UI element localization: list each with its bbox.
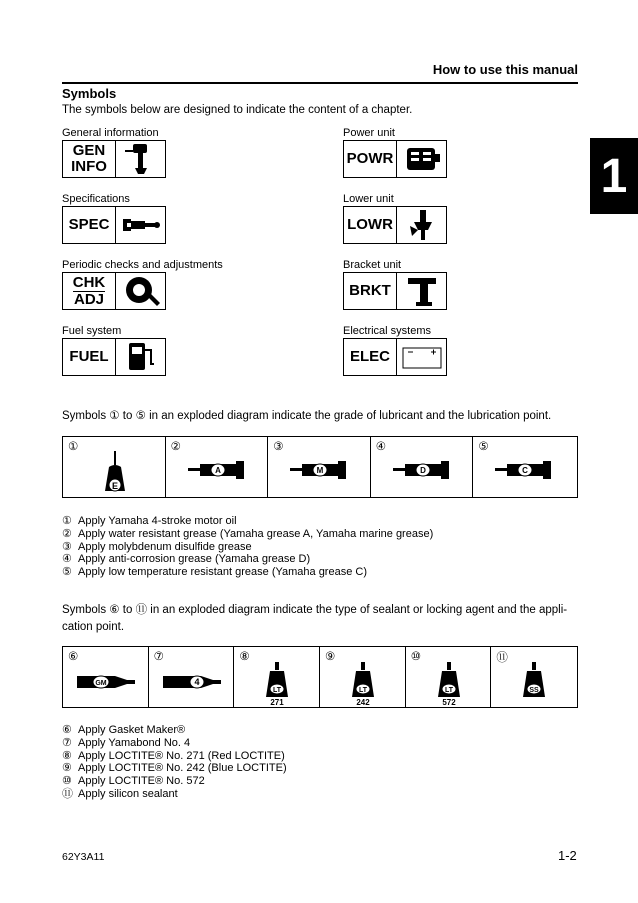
symbol-label: General information bbox=[62, 127, 159, 139]
sealant-intro-line: cation point. bbox=[62, 621, 125, 633]
bracket-icon bbox=[397, 273, 446, 309]
sealant-sub: 242 bbox=[356, 698, 370, 707]
grease-gun-icon bbox=[188, 459, 250, 481]
sealant-cell bbox=[63, 647, 149, 707]
symbol-label: Periodic checks and adjustments bbox=[62, 259, 223, 271]
sealant-mark: LT bbox=[273, 687, 282, 694]
list-number: ⑥ bbox=[62, 724, 72, 736]
lubricant-cell bbox=[473, 437, 577, 497]
cell-number: ⑥ bbox=[68, 651, 79, 663]
list-number: ⑩ bbox=[62, 775, 72, 788]
list-number: ② bbox=[62, 527, 72, 540]
sealant-mark: 4 bbox=[194, 677, 200, 687]
list-item bbox=[62, 724, 287, 737]
cell-number: ⑪ bbox=[496, 652, 508, 664]
symbol-abbr: FUEL bbox=[69, 348, 109, 365]
loctite-bottle-icon bbox=[260, 661, 294, 707]
list-text: Apply silicon sealant bbox=[78, 787, 178, 800]
lubricant-mark: E bbox=[111, 481, 119, 491]
symbol-box-spec bbox=[62, 206, 166, 244]
list-number: ① bbox=[62, 515, 72, 527]
oil-can-icon bbox=[101, 449, 131, 497]
symbol-box-fuel bbox=[62, 338, 166, 376]
cell-number: ① bbox=[68, 441, 79, 453]
list-text: Apply water resistant grease (Yamaha grease A, Yamaha marine grease) bbox=[78, 527, 434, 540]
grease-gun-icon bbox=[393, 459, 455, 481]
symbol-abbr: GEN bbox=[72, 142, 106, 159]
symbol-label: Bracket unit bbox=[343, 259, 402, 271]
list-text: Apply Gasket Maker® bbox=[78, 724, 186, 736]
list-text: Apply Yamaha 4-stroke motor oil bbox=[78, 515, 237, 527]
list-number: ⑦ bbox=[62, 736, 72, 749]
loctite-bottle-icon bbox=[346, 661, 380, 707]
lubricant-mark: M bbox=[316, 466, 324, 475]
list-item bbox=[62, 750, 287, 763]
page-header-title: How to use this manual bbox=[432, 62, 578, 77]
grease-gun-icon bbox=[495, 459, 557, 481]
sealant-intro-line: Symbols ⑥ to ⑪ in an exploded diagram indicate the type of sealant or locking agent and the appli- bbox=[62, 604, 568, 616]
list-text: Apply anti-corrosion grease (Yamaha grease D) bbox=[78, 553, 311, 566]
symbol-box-chk-adj bbox=[62, 272, 166, 310]
fuel-pump-icon bbox=[116, 339, 165, 375]
list-item bbox=[62, 775, 287, 788]
sealant-cell bbox=[234, 647, 320, 707]
wrench-nut-icon bbox=[116, 273, 165, 309]
list-item bbox=[62, 566, 433, 579]
sealant-mark: SS bbox=[529, 687, 540, 694]
list-item bbox=[62, 553, 433, 566]
loctite-bottle-icon bbox=[432, 661, 466, 707]
cell-number: ⑤ bbox=[478, 441, 489, 453]
symbol-box-lowr bbox=[343, 206, 447, 244]
sealant-sub: 572 bbox=[442, 698, 456, 707]
sealant-tube-icon bbox=[163, 671, 223, 693]
cell-number: ⑦ bbox=[153, 651, 164, 663]
list-number: ⑨ bbox=[62, 762, 72, 775]
engine-icon bbox=[397, 141, 446, 177]
cell-number: ④ bbox=[375, 441, 387, 453]
lubricant-grid bbox=[62, 436, 578, 498]
sealant-grid bbox=[62, 646, 578, 708]
cell-number: ② bbox=[170, 441, 181, 453]
symbol-abbr: POWR bbox=[346, 150, 394, 167]
list-text: Apply LOCTITE® No. 572 bbox=[78, 775, 205, 788]
lubricant-cell bbox=[63, 437, 166, 497]
lubricant-cell bbox=[371, 437, 474, 497]
symbol-label: Lower unit bbox=[343, 193, 394, 205]
lubricant-list bbox=[62, 515, 433, 579]
sealant-mark: LT bbox=[444, 687, 453, 694]
cell-number: ③ bbox=[273, 441, 284, 453]
symbols-heading: Symbols bbox=[62, 86, 117, 101]
symbol-label: Fuel system bbox=[62, 325, 122, 337]
list-number: ⑤ bbox=[62, 566, 72, 579]
symbol-abbr: BRKT bbox=[349, 282, 391, 299]
list-number: ③ bbox=[62, 540, 72, 553]
cell-number: ⑩ bbox=[410, 651, 421, 663]
lubricant-mark: D bbox=[419, 466, 426, 475]
symbol-abbr: ADJ bbox=[73, 290, 104, 308]
symbol-box-brkt bbox=[343, 272, 447, 310]
symbol-label: Specifications bbox=[62, 193, 130, 205]
chapter-tab: 1 bbox=[590, 138, 638, 214]
symbol-abbr: ELEC bbox=[349, 348, 390, 365]
lubricant-mark: C bbox=[522, 466, 529, 475]
lubricant-cell bbox=[166, 437, 269, 497]
sealant-cell bbox=[149, 647, 235, 707]
sealant-cell bbox=[491, 647, 577, 707]
sealant-cell bbox=[320, 647, 406, 707]
list-item bbox=[62, 528, 433, 541]
lubricant-cell bbox=[268, 437, 371, 497]
lubricant-intro: Symbols ① to ⑤ in an exploded diagram indicate the grade of lubricant and the lubrication point. bbox=[62, 410, 552, 422]
sealant-intro bbox=[62, 602, 582, 636]
sealant-tube-icon bbox=[77, 671, 137, 693]
list-text: Apply molybdenum disulfide grease bbox=[78, 540, 252, 553]
sealant-sub: 271 bbox=[270, 698, 285, 707]
sealant-list bbox=[62, 724, 287, 801]
outboard-motor-icon bbox=[116, 141, 165, 177]
symbol-abbr: SPEC bbox=[68, 216, 110, 233]
list-text: Apply LOCTITE® No. 271 (Red LOCTITE) bbox=[78, 749, 285, 762]
symbol-label: Electrical systems bbox=[343, 325, 432, 337]
page-header bbox=[62, 62, 578, 84]
sealant-mark: LT bbox=[358, 687, 368, 694]
sealant-mark: GM bbox=[95, 680, 107, 687]
wrench-gauge-icon bbox=[116, 207, 165, 243]
page-number: 1-2 bbox=[558, 848, 577, 863]
symbol-abbr: LOWR bbox=[347, 216, 393, 233]
symbol-box-elec bbox=[343, 338, 447, 376]
list-number: ④ bbox=[62, 553, 72, 566]
list-item bbox=[62, 762, 287, 775]
lubricant-mark: A bbox=[214, 466, 221, 475]
symbols-intro: The symbols below are designed to indicate the content of a chapter. bbox=[62, 104, 413, 116]
list-item bbox=[62, 515, 433, 528]
battery-icon bbox=[397, 339, 446, 375]
symbol-label: Power unit bbox=[343, 127, 395, 139]
list-number: ⑧ bbox=[62, 749, 72, 762]
lower-unit-icon bbox=[397, 207, 446, 243]
list-item bbox=[62, 541, 433, 554]
sealant-cell bbox=[406, 647, 492, 707]
document-code: 62Y3A11 bbox=[62, 851, 105, 863]
silicon-sealant-icon bbox=[517, 661, 551, 707]
symbol-abbr: CHK bbox=[72, 273, 106, 291]
list-number: ⑪ bbox=[62, 787, 73, 800]
cell-number: ⑧ bbox=[239, 651, 250, 663]
list-item bbox=[62, 737, 287, 750]
symbol-abbr: INFO bbox=[71, 158, 107, 175]
list-text: Apply LOCTITE® No. 242 (Blue LOCTITE) bbox=[78, 762, 287, 775]
grease-gun-icon bbox=[290, 459, 352, 481]
list-text: Apply low temperature resistant grease (Yamaha grease C) bbox=[78, 566, 367, 579]
symbol-box-powr bbox=[343, 140, 447, 178]
list-item bbox=[62, 788, 287, 801]
symbol-box-gen-info bbox=[62, 140, 166, 178]
list-text: Apply Yamabond No. 4 bbox=[78, 736, 191, 749]
cell-number: ⑨ bbox=[325, 651, 336, 663]
